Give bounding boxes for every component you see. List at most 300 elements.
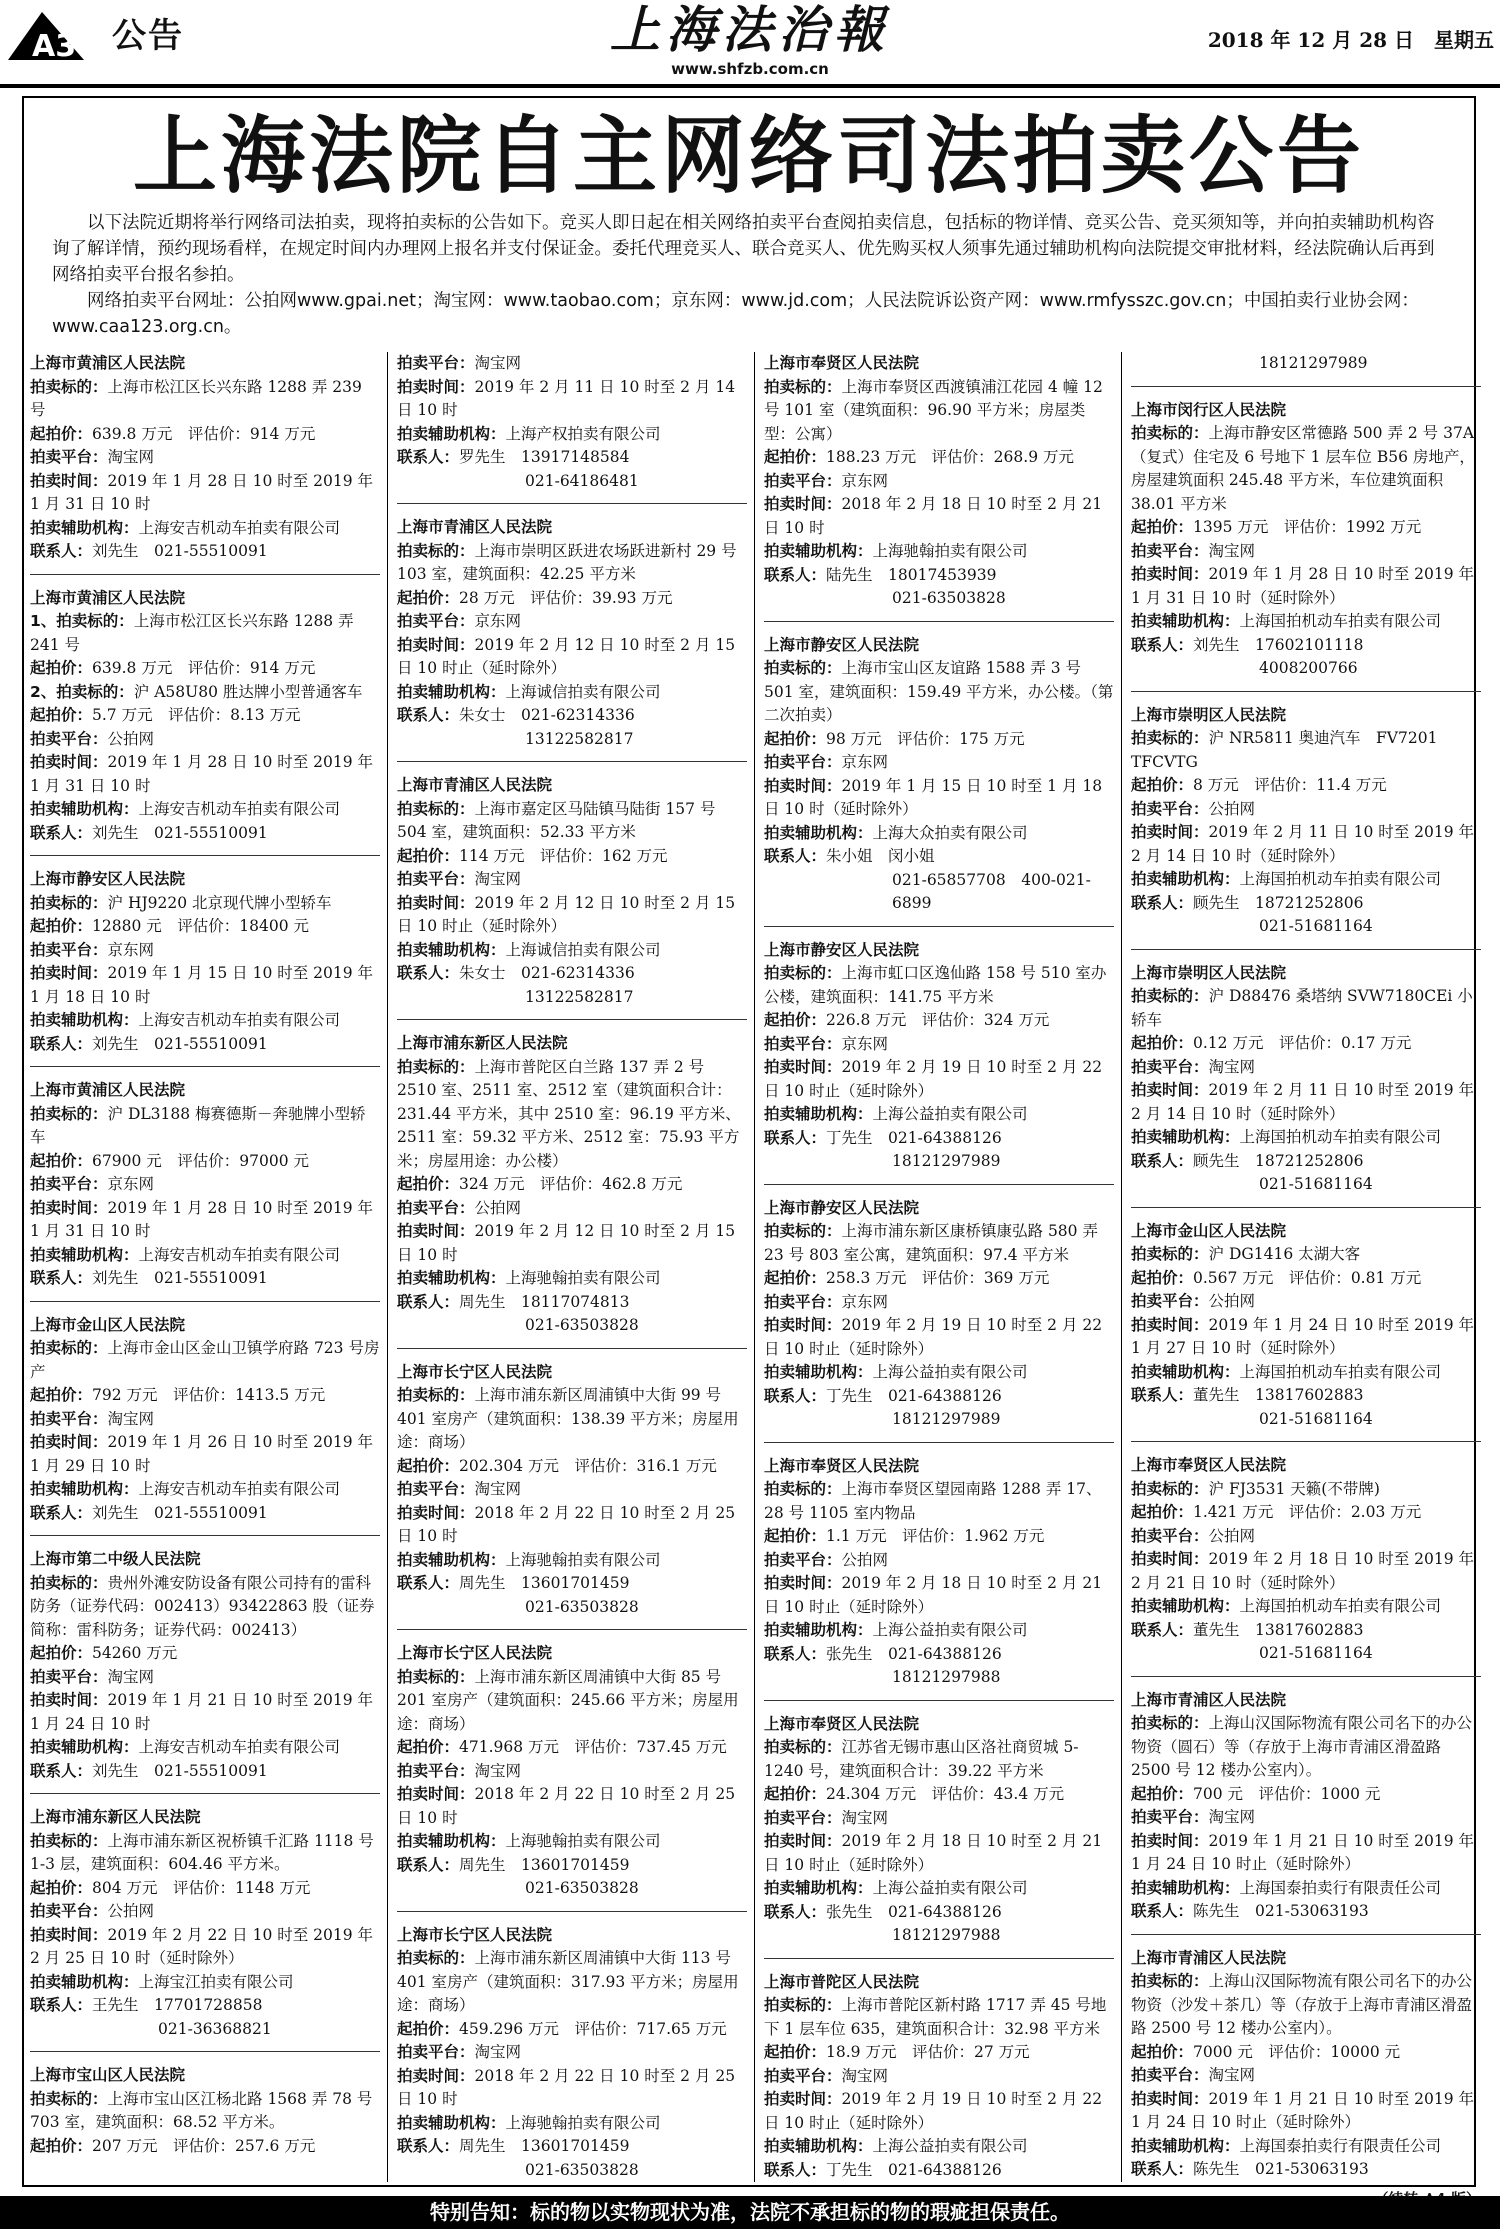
field-label: 拍卖辅助机构： — [397, 1832, 506, 1850]
entry-divider — [1131, 949, 1481, 950]
field-label: 起拍价： — [30, 2136, 93, 2155]
field-value: 周先生 13601701459 — [459, 2137, 630, 2155]
entry-field — [1131, 422, 1481, 516]
entry-field — [1131, 1056, 1481, 1080]
field-value: 陈先生 021-53063193 — [1193, 2160, 1369, 2178]
entry-field — [1131, 1619, 1481, 1643]
entry-field — [764, 1033, 1114, 1057]
entry-field — [1131, 821, 1481, 868]
entry-divider — [1131, 1441, 1481, 1442]
field-value: 上海市静安区常德路 500 弄 2 号 37A（复式）住宅及 6 号地下 1 层车位 B56 房地产，房屋建筑面积 245.48 平方米，车位建筑面积 38.01 平方米 — [1131, 424, 1475, 513]
entry-field — [1131, 1384, 1481, 1408]
field-label: 联系人： — [764, 1902, 827, 1921]
entry-field — [1131, 868, 1481, 892]
field-value: 上海市虹口区逸仙路 158 号 510 室办公楼，建筑面积：141.75 平方米 — [764, 964, 1107, 1006]
auction-entry — [397, 1924, 747, 2183]
field-value: 2019 年 1 月 28 日 10 时至 2019 年 1 月 31 日 10 时 — [30, 471, 374, 513]
field-label: 拍卖标的： — [1131, 987, 1209, 1005]
entry-field — [1131, 1900, 1481, 1924]
court-name: 上海市闵行区人民法院 — [1131, 400, 1287, 419]
entry-field — [764, 2041, 1114, 2065]
entry-field — [764, 1127, 1114, 1151]
field-label: 起拍价： — [1131, 1784, 1194, 1803]
entry-field — [30, 1009, 380, 1033]
entry-field — [1131, 1595, 1481, 1619]
entry-field — [764, 2135, 1114, 2159]
entry-field — [30, 1267, 380, 1291]
field-value: 京东网 — [841, 471, 889, 490]
entry-field — [30, 1033, 380, 1057]
field-label: 拍卖辅助机构： — [764, 2137, 873, 2155]
entry-field — [764, 751, 1114, 775]
field-label: 拍卖平台： — [397, 1480, 475, 1498]
field-value: 丁先生 021-64388126 — [826, 2160, 1002, 2179]
entry-field — [30, 1971, 380, 1995]
entry-field — [1131, 1525, 1481, 1549]
court-name: 上海市金山区人民法院 — [30, 1315, 186, 1334]
field-label: 联系人： — [764, 847, 827, 865]
entry-field — [30, 1900, 380, 1924]
field-value: 上海国拍机动车拍卖有限公司 — [1239, 1597, 1442, 1615]
field-value: 王先生 17701728858 — [92, 1996, 263, 2014]
column-4 — [1131, 352, 1481, 2182]
field-value: 上海安吉机动车拍卖有限公司 — [138, 518, 341, 537]
field-label: 拍卖时间： — [397, 377, 475, 396]
court-name: 上海市奉贤区人民法院 — [764, 354, 920, 372]
entry-field — [1131, 1032, 1481, 1056]
entry-field — [397, 1783, 747, 1830]
entry-field — [764, 470, 1114, 494]
auction-entry — [397, 516, 747, 762]
field-value: 114 万元 评估价：162 万元 — [459, 846, 668, 865]
entry-field — [30, 446, 380, 470]
field-value: 京东网 — [841, 1292, 889, 1311]
auction-entry — [397, 1032, 747, 1349]
field-label: 拍卖平台： — [764, 2066, 842, 2085]
field-label: 拍卖辅助机构： — [1131, 1597, 1240, 1615]
entry-divider — [397, 1348, 747, 1349]
entry-field — [397, 1056, 747, 1174]
field-value: 上海市浦东新区周浦镇中大街 113 号 401 室房产（建筑面积：317.93 平方米；房屋用途：商场） — [397, 1949, 739, 2014]
entry-field — [30, 540, 380, 564]
entry-field — [764, 1807, 1114, 1831]
field-label: 拍卖时间： — [764, 776, 842, 795]
field-label: 拍卖时间： — [30, 1198, 108, 1217]
field-value: 1395 万元 评估价：1992 万元 — [1193, 518, 1422, 536]
auction-entry — [764, 939, 1114, 1185]
entry-field — [1131, 1478, 1481, 1502]
field-label: 起拍价： — [1131, 1034, 1194, 1052]
field-value: 公拍网 — [107, 729, 155, 748]
field-value: 淘宝网 — [474, 1761, 522, 1780]
entry-field — [30, 1666, 380, 1690]
field-label: 拍卖辅助机构： — [30, 1738, 139, 1756]
entry-field — [30, 798, 380, 822]
field-label: 拍卖平台： — [764, 1292, 842, 1311]
field-value: 淘宝网 — [1208, 541, 1256, 560]
header-rule — [0, 84, 1500, 88]
field-label: 起拍价： — [764, 1011, 827, 1029]
field-label: 拍卖标的： — [397, 541, 475, 560]
field-value: 上海市浦东新区康桥镇康弘路 580 弄 23 号 803 室公寓，建筑面积：97.4 平方米 — [764, 1222, 1098, 1264]
auction-entry — [1131, 962, 1481, 1208]
field-label: 拍卖时间： — [1131, 2089, 1209, 2108]
entry-field — [764, 446, 1114, 470]
court-name: 上海市长宁区人民法院 — [397, 1644, 553, 1662]
field-label: 联系人： — [764, 565, 827, 584]
entry-field — [1131, 2088, 1481, 2135]
field-label: 拍卖时间： — [397, 1503, 475, 1522]
field-label: 拍卖标的： — [1131, 1714, 1209, 1732]
contact-extra: 021-63503828 — [892, 589, 1006, 607]
entry-field — [30, 1502, 380, 1526]
field-label: 起拍价： — [1131, 518, 1194, 536]
field-value: 上海公益拍卖有限公司 — [872, 1621, 1028, 1639]
field-label: 拍卖辅助机构： — [397, 2113, 506, 2132]
field-value: 上海市金山区金山卫镇学府路 723 号房产 — [30, 1339, 380, 1381]
field-value: 2019 年 1 月 21 日 10 时至 2019 年 1 月 24 日 10 时止（延时除外） — [1131, 1831, 1475, 1873]
field-label: 拍卖平台： — [397, 1761, 475, 1780]
entry-field — [764, 1291, 1114, 1315]
contact-extra: 021-63503828 — [525, 1879, 639, 1897]
entry-field — [397, 2018, 747, 2042]
field-value: 上海国拍机动车拍卖有限公司 — [1239, 1362, 1442, 1381]
entry-field — [397, 892, 747, 939]
field-label: 拍卖辅助机构： — [30, 1245, 139, 1264]
field-label: 起拍价： — [397, 2019, 460, 2038]
entry-divider — [30, 1301, 380, 1302]
field-value: 上海市嘉定区马陆镇马陆街 157 号 504 室，建筑面积：52.33 平方米 — [397, 799, 716, 841]
field-value: 上海市普陀区新村路 1717 弄 45 号地下 1 层车位 635，建筑面积合计：32.98 平方米 — [764, 1996, 1107, 2038]
field-label: 拍卖标的： — [1131, 1972, 1209, 1990]
entry-field — [397, 423, 747, 447]
entry-field — [764, 1525, 1114, 1549]
entry-field — [1131, 1806, 1481, 1830]
auction-entry — [1131, 704, 1481, 950]
field-value: 207 万元 评估价：257.6 万元 — [92, 2136, 316, 2155]
entry-field — [30, 1689, 380, 1736]
field-label: 起拍价： — [30, 1878, 93, 1897]
field-label: 拍卖时间： — [1131, 823, 1209, 841]
entry-field — [1131, 634, 1481, 658]
field-label: 拍卖时间： — [30, 1433, 108, 1451]
field-value: 2019 年 2 月 12 日 10 时至 2 月 15 日 10 时 — [397, 1222, 736, 1264]
entry-field — [30, 1994, 380, 2018]
field-label: 联系人： — [397, 964, 460, 982]
issue-date: 2018 年 12 月 28 日 星期五 — [1207, 28, 1494, 52]
field-label: 起拍价： — [764, 448, 827, 466]
field-label: 起拍价： — [30, 706, 93, 724]
field-value: 上海宝江拍卖有限公司 — [138, 1972, 294, 1991]
court-name: 上海市浦东新区人民法院 — [30, 1808, 201, 1826]
entry-field — [30, 962, 380, 1009]
field-value: 上海安吉机动车拍卖有限公司 — [138, 1480, 341, 1498]
entry-field — [1131, 1267, 1481, 1291]
field-label: 拍卖标的： — [397, 1057, 475, 1076]
entry-field — [1131, 1877, 1481, 1901]
field-label: 起拍价： — [30, 917, 93, 935]
field-label: 拍卖平台： — [1131, 799, 1209, 818]
entry-field — [30, 1150, 380, 1174]
entry-field — [764, 1103, 1114, 1127]
field-value: 淘宝网 — [1208, 1808, 1256, 1826]
field-label: 联系人： — [397, 1292, 460, 1311]
field-label: 拍卖标的： — [764, 1996, 842, 2014]
field-label: 拍卖辅助机构： — [397, 1550, 506, 1569]
entry-field — [30, 610, 380, 657]
entry-field — [397, 1455, 747, 1479]
field-label: 拍卖辅助机构： — [30, 518, 139, 537]
field-value: 上海诚信拍卖有限公司 — [505, 682, 661, 701]
field-value: 上海驰翰拍卖有限公司 — [505, 1832, 661, 1850]
entry-field — [764, 1643, 1114, 1667]
field-label: 拍卖平台： — [30, 1902, 108, 1920]
entry-field — [397, 634, 747, 681]
entry-field — [30, 657, 380, 681]
field-value: 淘宝网 — [841, 2066, 889, 2085]
field-value: 上海产权拍卖有限公司 — [505, 424, 661, 443]
entry-divider — [30, 574, 380, 575]
court-name: 上海市浦东新区人民法院 — [397, 1034, 568, 1052]
entry-field — [764, 775, 1114, 822]
entry-field — [1131, 540, 1481, 564]
field-label: 拍卖平台： — [764, 471, 842, 490]
entry-field — [397, 1478, 747, 1502]
court-name: 上海市普陀区人民法院 — [764, 1972, 920, 1991]
field-label: 起拍价： — [1131, 1268, 1194, 1287]
entry-field — [397, 1267, 747, 1291]
entry-field — [397, 939, 747, 963]
column-2 — [397, 352, 747, 2182]
field-label: 拍卖平台： — [764, 753, 842, 771]
entry-divider — [764, 926, 1114, 927]
field-label: 起拍价： — [30, 424, 93, 443]
field-value: 上海诚信拍卖有限公司 — [505, 940, 661, 959]
entry-field — [1131, 892, 1481, 916]
contact-extra: 021-51681164 — [1259, 917, 1373, 935]
field-value: 上海国拍机动车拍卖有限公司 — [1239, 612, 1442, 630]
field-value: 上海市宝山区友谊路 1588 弄 3 号 501 室，建筑面积：159.49 平方米，办公楼。（第二次拍卖） — [764, 659, 1114, 724]
field-label: 拍卖辅助机构： — [764, 823, 873, 842]
field-value: 792 万元 评估价：1413.5 万元 — [92, 1386, 326, 1404]
field-value: 2018 年 2 月 22 日 10 时至 2 月 25 日 10 时 — [397, 2066, 736, 2108]
entry-field — [1131, 1150, 1481, 1174]
entry-field — [30, 2088, 380, 2135]
field-value: 沪 FJ3531 天籁(不带牌) — [1208, 1479, 1380, 1498]
entry-field — [397, 1197, 747, 1221]
field-value: 上海公益拍卖有限公司 — [872, 1879, 1028, 1897]
entry-field — [397, 1666, 747, 1737]
court-name: 上海市青浦区人民法院 — [1131, 1690, 1287, 1709]
field-value: 上海市奉贤区西渡镇浦江花园 4 幢 12 号 101 室（建筑面积：96.90 平方米；房屋类型：公寓） — [764, 377, 1103, 443]
field-label: 拍卖时间： — [397, 2066, 475, 2085]
entry-field — [397, 1384, 747, 1455]
field-label: 拍卖时间： — [1131, 1315, 1209, 1334]
field-value: 刘先生 021-55510091 — [92, 823, 268, 842]
auction-entry — [764, 1197, 1114, 1443]
contact-extra: 13122582817 — [525, 987, 634, 1006]
field-label: 拍卖标的： — [30, 1339, 108, 1357]
field-value: 258.3 万元 评估价：369 万元 — [826, 1269, 1050, 1287]
field-value: 京东网 — [474, 612, 522, 630]
field-value: 沪 DG1416 太湖大客 — [1208, 1245, 1361, 1263]
entry-field — [764, 657, 1114, 728]
contact-extra: 18121297989 — [1259, 354, 1368, 372]
entry-field — [30, 1103, 380, 1150]
field-label: 拍卖时间： — [397, 1785, 475, 1803]
entry-divider — [764, 621, 1114, 622]
field-value: 2019 年 2 月 19 日 10 时至 2 月 22 日 10 时止（延时除外） — [764, 1058, 1103, 1100]
field-value: 28 万元 评估价：39.93 万元 — [459, 588, 673, 607]
entry-field — [397, 1502, 747, 1549]
field-label: 1、拍卖标的： — [30, 612, 134, 630]
field-label: 拍卖辅助机构： — [764, 1105, 873, 1123]
field-value: 公拍网 — [474, 1198, 522, 1217]
entry-field — [397, 446, 747, 470]
entry-field — [30, 1478, 380, 1502]
field-label: 起拍价： — [397, 846, 460, 865]
page-number: A3 — [32, 29, 77, 64]
field-label: 拍卖辅助机构： — [30, 1480, 139, 1498]
field-value: 公拍网 — [1208, 1292, 1256, 1310]
field-value: 周先生 13601701459 — [459, 1574, 630, 1592]
auction-entry — [1131, 352, 1481, 387]
entry-field — [30, 915, 380, 939]
auction-entry — [30, 1314, 380, 1537]
auction-entry — [764, 634, 1114, 927]
court-name: 上海市第二中级人民法院 — [30, 1550, 201, 1568]
field-value: 98 万元 评估价：175 万元 — [826, 729, 1025, 748]
contact-extra: 18121297988 — [892, 1926, 1001, 1944]
intro-paragraph: 以下法院近期将举行网络司法拍卖，现将拍卖标的公告如下。竞买人即日起在相关网络拍卖平台查阅拍卖信息，包括标的物详情、竞买公告、竞买须知等，并向拍卖辅助机构咨询了解详情，预约现场看样，在规定时间内办理网上报名并支付保证金。委托代理竞买人、联合竞买人、优先购买权人须事先通过辅助机构向法院提交审批材料，经法院确认后再到网络拍卖平台报名参拍。 — [52, 213, 1435, 285]
field-value: 2018 年 2 月 22 日 10 时至 2 月 25 日 10 时 — [397, 1503, 736, 1545]
field-value: 2019 年 2 月 18 日 10 时至 2 月 21 日 10 时止（延时除外） — [764, 1832, 1103, 1874]
field-value: 12880 元 评估价：18400 元 — [92, 917, 309, 935]
entry-field — [30, 517, 380, 541]
page-number-badge — [4, 6, 86, 64]
field-label: 起拍价： — [30, 1151, 93, 1170]
field-label: 拍卖标的： — [30, 893, 108, 912]
notice-title: 上海法院自主网络司法拍卖公告 — [132, 107, 1365, 205]
field-label: 拍卖标的： — [30, 377, 108, 396]
field-label: 拍卖时间： — [30, 471, 108, 490]
entry-field — [764, 1009, 1114, 1033]
field-label: 起拍价： — [764, 729, 827, 748]
field-value: 朱女士 021-62314336 — [459, 706, 635, 724]
field-label: 拍卖辅助机构： — [764, 1879, 873, 1897]
auction-entry — [397, 774, 747, 1020]
field-value: 上海市浦东新区周浦镇中大街 99 号 401 室房产（建筑面积：138.39 平方米；房屋用途：商场） — [397, 1386, 739, 1451]
entry-divider — [30, 2051, 380, 2052]
field-value: 周先生 13601701459 — [459, 1855, 630, 1874]
field-value: 董先生 13817602883 — [1193, 1386, 1364, 1404]
entry-field — [397, 798, 747, 845]
entry-field — [764, 822, 1114, 846]
field-value: 上海安吉机动车拍卖有限公司 — [138, 1011, 341, 1029]
field-label: 联系人： — [397, 1855, 460, 1874]
field-label: 起拍价： — [397, 1738, 460, 1756]
field-label: 起拍价： — [1131, 1503, 1194, 1521]
field-label: 拍卖时间： — [397, 635, 475, 654]
field-label: 拍卖平台： — [1131, 1057, 1209, 1076]
field-value: 罗先生 13917148584 — [459, 448, 630, 466]
entry-field — [764, 540, 1114, 564]
field-label: 拍卖标的： — [764, 659, 842, 677]
entry-field — [764, 1056, 1114, 1103]
field-value: 顾先生 18721252806 — [1193, 1151, 1364, 1170]
auction-entry — [764, 1971, 1114, 2183]
entry-field — [1131, 1126, 1481, 1150]
auction-entry — [1131, 1947, 1481, 2182]
field-label: 拍卖平台： — [1131, 1292, 1209, 1310]
newspaper-url: www.shfzb.com.cn — [671, 60, 829, 78]
field-label: 起拍价： — [397, 1456, 460, 1475]
field-label: 拍卖平台： — [30, 729, 108, 748]
entry-field — [764, 1572, 1114, 1619]
entry-field — [397, 587, 747, 611]
entry-field — [764, 2065, 1114, 2089]
field-value: 丁先生 021-64388126 — [826, 1128, 1002, 1147]
entry-field — [397, 1736, 747, 1760]
field-value: 陆先生 18017453939 — [826, 565, 997, 584]
field-value: 刘先生 021-55510091 — [92, 1761, 268, 1780]
entry-field — [1131, 1314, 1481, 1361]
field-value: 淘宝网 — [474, 354, 522, 372]
court-name: 上海市长宁区人民法院 — [397, 1362, 553, 1381]
field-label: 联系人： — [30, 1269, 93, 1287]
field-value: 京东网 — [107, 940, 155, 959]
field-value: 京东网 — [841, 753, 889, 771]
court-name: 上海市黄浦区人民法院 — [30, 588, 186, 607]
field-label: 联系人： — [764, 1386, 827, 1405]
field-value: 沪 D88476 桑塔纳 SVW7180CEi 小轿车 — [1131, 987, 1473, 1029]
entry-field — [764, 1385, 1114, 1409]
field-value: 2019 年 2 月 19 日 10 时至 2 月 22 日 10 时止（延时除外） — [764, 1316, 1103, 1358]
field-value: 上海山汉国际物流有限公司名下的办公物资（沙发＋茶几）等（存放于上海市青浦区滑盈路 2500 号 12 楼办公室内）。 — [1131, 1972, 1473, 2037]
field-label: 联系人： — [397, 2137, 460, 2155]
entry-field — [1131, 1243, 1481, 1267]
entry-field — [397, 868, 747, 892]
entry-field — [1131, 985, 1481, 1032]
field-label: 起拍价： — [397, 1175, 460, 1193]
field-value: 0.12 万元 评估价：0.17 万元 — [1193, 1034, 1412, 1052]
field-label: 拍卖平台： — [764, 1034, 842, 1053]
contact-extra: 021-51681164 — [1259, 1175, 1373, 1193]
field-label: 起拍价： — [764, 1527, 827, 1545]
entry-field — [764, 1220, 1114, 1267]
entry-field — [397, 1947, 747, 2018]
field-value: 淘宝网 — [474, 870, 522, 888]
entry-field — [397, 1220, 747, 1267]
field-label: 拍卖时间： — [764, 1574, 842, 1592]
entry-field — [30, 1431, 380, 1478]
field-value: 上海市松江区长兴东路 1288 弄 241 号 — [30, 612, 354, 654]
field-label: 拍卖标的： — [1131, 1479, 1209, 1498]
field-label: 起拍价： — [764, 1269, 827, 1287]
court-name: 上海市青浦区人民法院 — [1131, 1948, 1287, 1967]
field-label: 拍卖辅助机构： — [764, 542, 873, 560]
entry-field — [30, 1197, 380, 1244]
contact-extra: 021-36368821 — [158, 2019, 272, 2038]
field-label: 拍卖平台： — [397, 612, 475, 630]
field-value: 淘宝网 — [841, 1808, 889, 1827]
field-label: 拍卖辅助机构： — [30, 1011, 139, 1029]
newspaper-logo: 上海法治報 — [610, 0, 890, 59]
entry-divider — [397, 761, 747, 762]
field-value: 2018 年 2 月 18 日 10 时至 2 月 21 日 10 时 — [764, 495, 1103, 537]
field-value: 丁先生 021-64388126 — [826, 1386, 1002, 1405]
field-label: 联系人： — [1131, 635, 1194, 654]
